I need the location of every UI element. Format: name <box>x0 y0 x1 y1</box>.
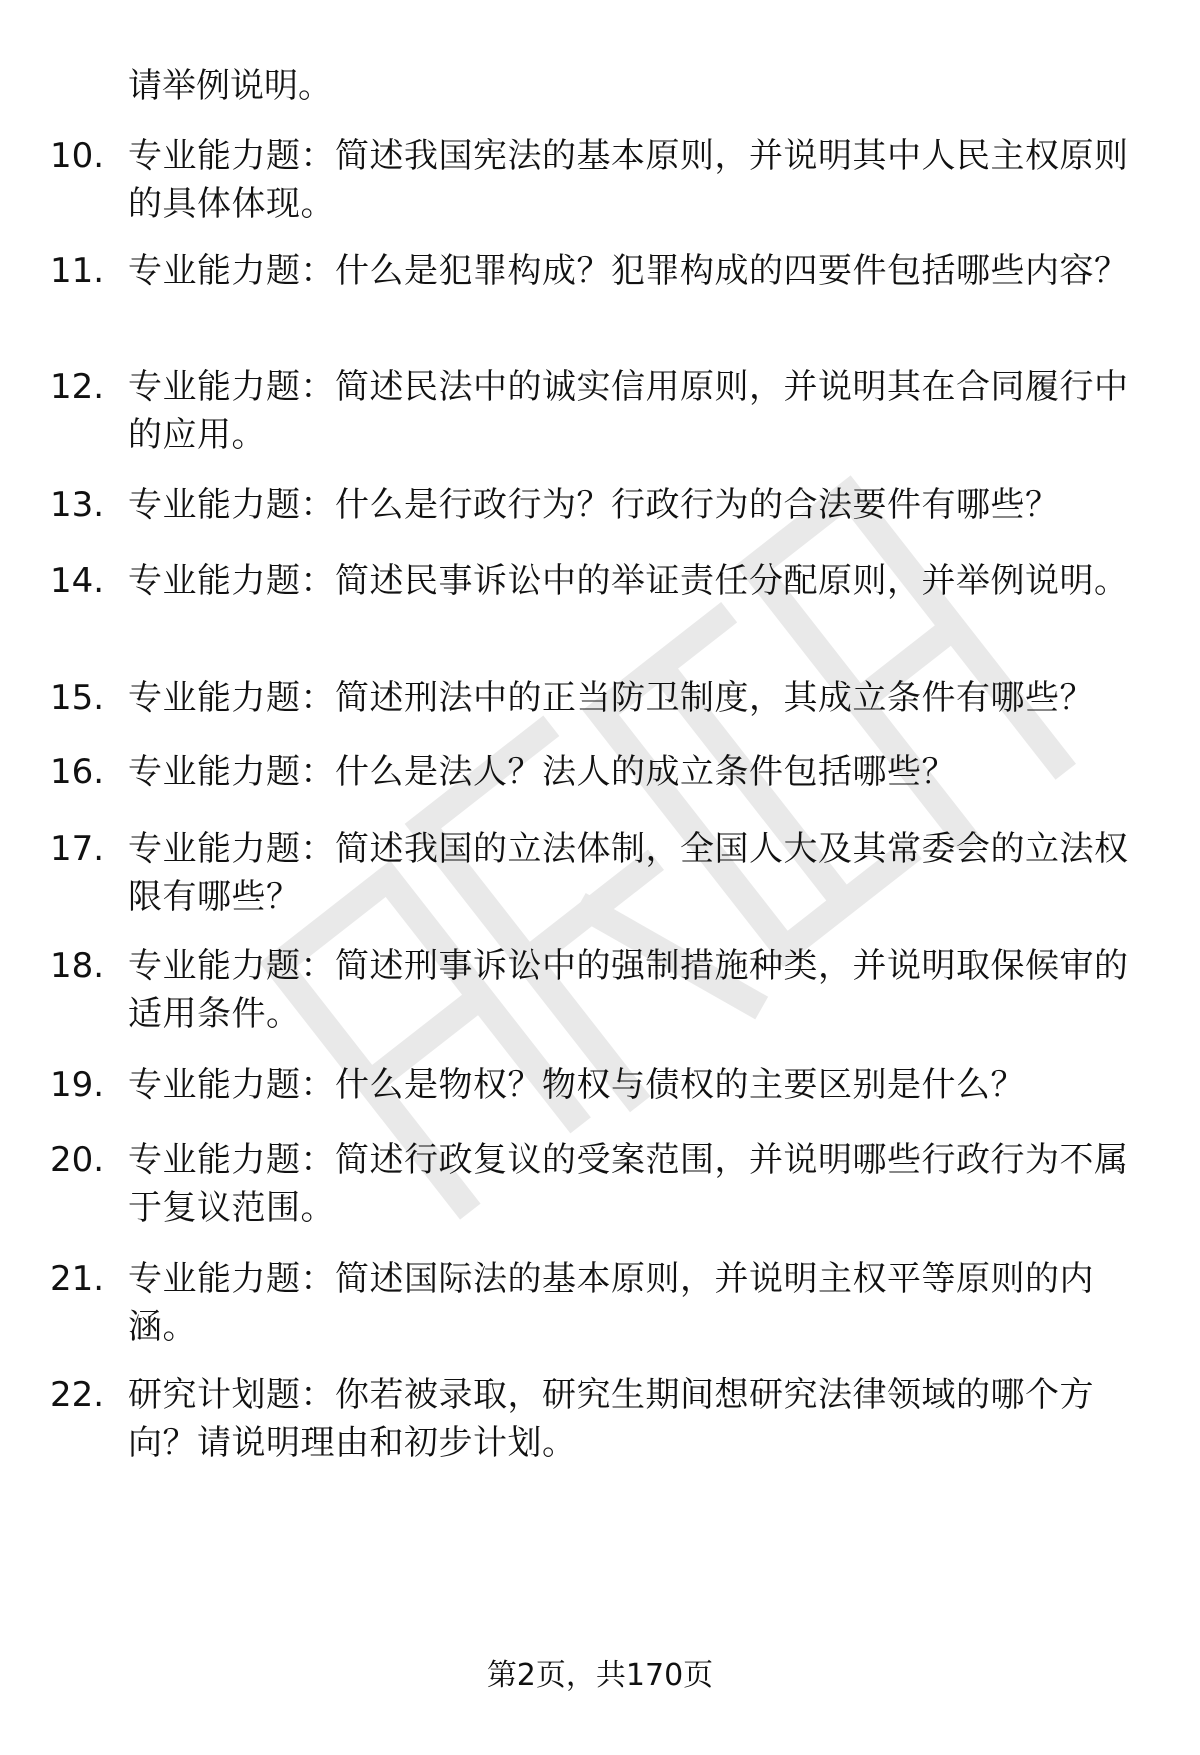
question-text: 专业能力题：简述民法中的诚实信用原则，并说明其在合同履行中的应用。 <box>128 367 1129 455</box>
question-text: 专业能力题：简述我国的立法体制，全国人大及其常委会的立法权限有哪些？ <box>128 829 1129 917</box>
question-number: 19. <box>50 1065 105 1105</box>
question-number: 16. <box>50 752 105 792</box>
question-number: 22. <box>50 1375 105 1415</box>
question-number: 11. <box>50 251 105 291</box>
question-number: 13. <box>50 485 105 525</box>
question-number: 18. <box>50 946 105 986</box>
question-text: 专业能力题：简述刑法中的正当防卫制度，其成立条件有哪些？ <box>128 678 1094 718</box>
continuation-text: 请举例说明。 <box>128 66 332 106</box>
question-number: 17. <box>50 829 105 869</box>
question-text: 专业能力题：什么是物权？物权与债权的主要区别是什么？ <box>128 1065 1025 1105</box>
question-text: 专业能力题：简述我国宪法的基本原则，并说明其中人民主权原则的具体体现。 <box>128 136 1129 224</box>
question-number: 15. <box>50 678 105 718</box>
question-number: 21. <box>50 1259 105 1299</box>
question-number: 12. <box>50 367 105 407</box>
question-text: 专业能力题：简述行政复议的受案范围，并说明哪些行政行为不属于复议范围。 <box>128 1140 1129 1228</box>
question-text: 专业能力题：简述刑事诉讼中的强制措施种类，并说明取保候审的适用条件。 <box>128 946 1129 1034</box>
question-text: 专业能力题：简述国际法的基本原则，并说明主权平等原则的内涵。 <box>128 1259 1094 1347</box>
question-text: 专业能力题：什么是行政行为？行政行为的合法要件有哪些？ <box>128 485 1060 525</box>
question-number: 10. <box>50 136 105 176</box>
question-number: 20. <box>50 1140 105 1180</box>
question-text: 研究计划题：你若被录取，研究生期间想研究法律领域的哪个方向？请说明理由和初步计划。 <box>128 1375 1094 1463</box>
question-text: 专业能力题：什么是法人？法人的成立条件包括哪些？ <box>128 752 956 792</box>
question-text: 专业能力题：简述民事诉讼中的举证责任分配原则，并举例说明。 <box>128 561 1129 601</box>
question-number: 14. <box>50 561 105 601</box>
page-footer: 第2页，共170页 <box>486 1658 714 1693</box>
question-text: 专业能力题：什么是犯罪构成？犯罪构成的四要件包括哪些内容？ <box>128 251 1129 291</box>
